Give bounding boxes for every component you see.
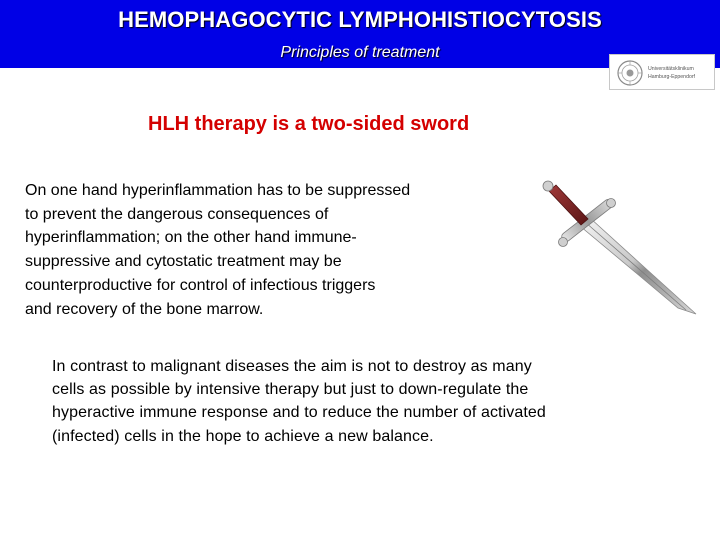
paragraph-two: In contrast to malignant diseases the aim is not to destroy as many cells as possible by intensive therapy but just to down-regulate the hyperactive immune response and to reduce the number of activated (infected) cells in the hope to achieve a new balance. bbox=[52, 358, 546, 445]
slide-subtitle: Principles of treatment bbox=[280, 44, 440, 61]
logo-line1: Universitätsklinikum bbox=[648, 66, 694, 72]
university-logo bbox=[609, 54, 715, 90]
paragraph-one: On one hand hyperinflammation has to be suppressed to prevent the dangerous consequences of hyperinflammation; on the other hand immune- suppressive and cytostatic treatment may be counterproductive for control of infectious triggers and recovery of the bone marrow. bbox=[25, 182, 411, 318]
slide-title: HEMOPHAGOCYTIC LYMPHOHISTIOCYTOSIS bbox=[118, 7, 602, 32]
section-heading: HLH therapy is a two-sided sword bbox=[148, 113, 470, 135]
sword-icon bbox=[518, 180, 704, 320]
logo-line2: Hamburg-Eppendorf bbox=[648, 74, 696, 80]
